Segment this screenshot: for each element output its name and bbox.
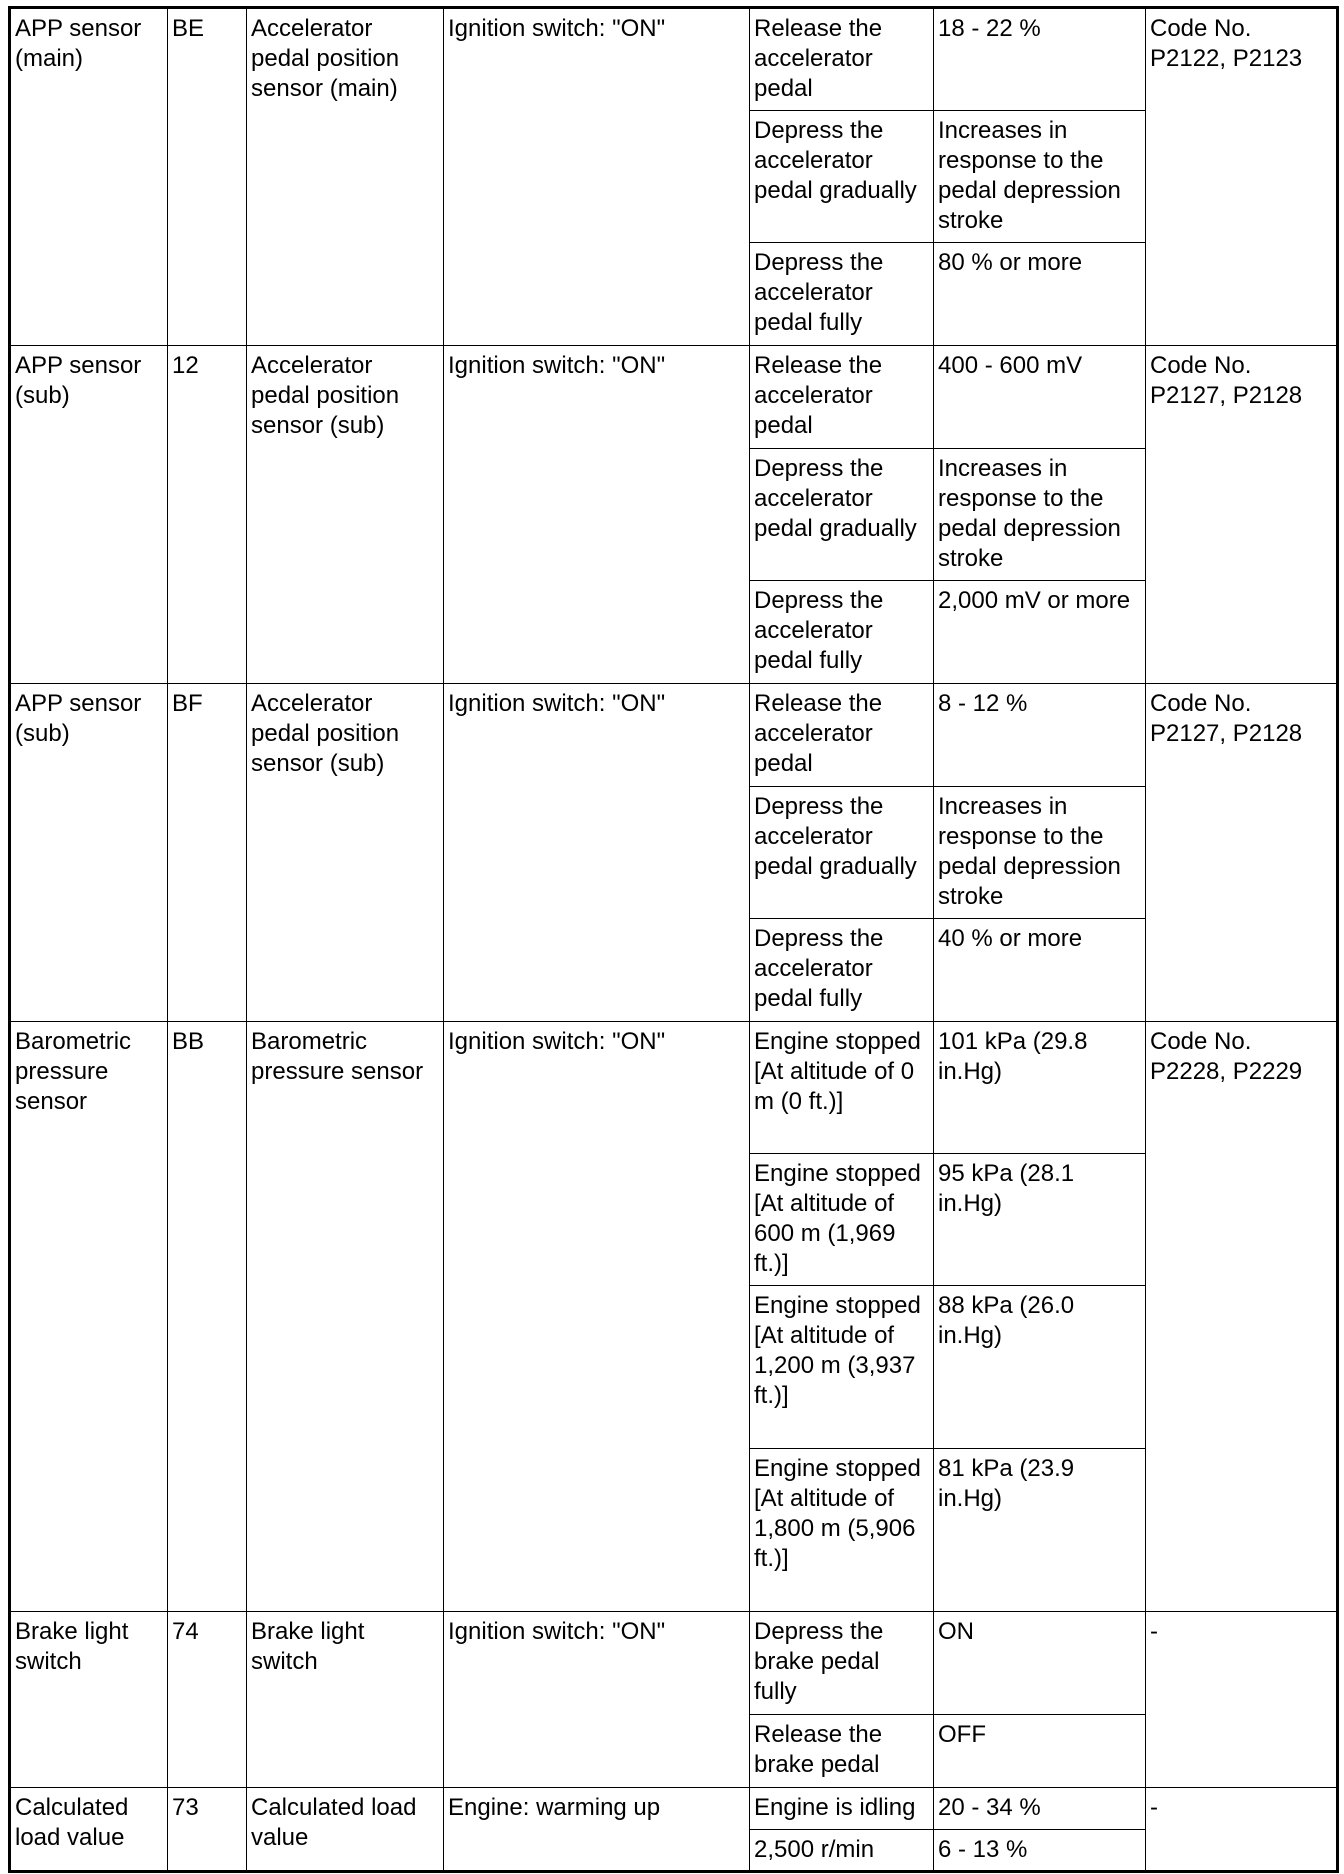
table-row — [10, 1788, 1338, 1830]
terminal-cell: BE — [168, 8, 247, 346]
condition-cell: Ignition switch: "ON" — [444, 684, 750, 1022]
value-cell: 8 - 12 % — [934, 684, 1146, 787]
condition-cell: Ignition switch: "ON" — [444, 8, 750, 346]
value-cell: OFF — [934, 1715, 1146, 1788]
description-cell: Barometric pressure sensor — [247, 1022, 444, 1612]
description-cell: Accelerator pedal position sensor (sub) — [247, 684, 444, 1022]
sub-condition-cell: Depress the brake pedal fully — [750, 1612, 934, 1715]
terminal-cell: BF — [168, 684, 247, 1022]
item-cell: Calculated load value — [10, 1788, 168, 1872]
value-cell: ON — [934, 1612, 1146, 1715]
value-cell: 400 - 600 mV — [934, 346, 1146, 449]
sub-condition-cell: Depress the accelerator pedal fully — [750, 919, 934, 1022]
sub-condition-cell: 2,500 r/min — [750, 1830, 934, 1872]
terminal-cell: BB — [168, 1022, 247, 1612]
value-cell: Increases in response to the pedal depression stroke — [934, 787, 1146, 919]
table-row — [10, 1612, 1338, 1715]
sub-condition-cell: Release the brake pedal — [750, 1715, 934, 1788]
condition-cell: Ignition switch: "ON" — [444, 1612, 750, 1788]
table-row — [10, 684, 1338, 787]
sub-condition-cell: Engine stopped [At altitude of 1,200 m (3,937 ft.)] — [750, 1286, 934, 1449]
description-cell: Accelerator pedal position sensor (main) — [247, 8, 444, 346]
value-cell: 101 kPa (29.8 in.Hg) — [934, 1022, 1146, 1154]
terminal-cell: 73 — [168, 1788, 247, 1872]
terminal-cell: 74 — [168, 1612, 247, 1788]
value-cell: Increases in response to the pedal depression stroke — [934, 111, 1146, 243]
dtc-cell: - — [1146, 1788, 1338, 1872]
dtc-cell: Code No. P2127, P2128 — [1146, 346, 1338, 684]
description-cell: Calculated load value — [247, 1788, 444, 1872]
value-cell: 81 kPa (23.9 in.Hg) — [934, 1449, 1146, 1612]
sub-condition-cell: Depress the accelerator pedal gradually — [750, 787, 934, 919]
item-cell: Brake light switch — [10, 1612, 168, 1788]
sub-condition-cell: Engine is idling — [750, 1788, 934, 1830]
condition-cell: Ignition switch: "ON" — [444, 346, 750, 684]
value-cell: 2,000 mV or more — [934, 581, 1146, 684]
value-cell: 95 kPa (28.1 in.Hg) — [934, 1154, 1146, 1286]
dtc-cell: Code No. P2228, P2229 — [1146, 1022, 1338, 1612]
sub-condition-cell: Depress the accelerator pedal gradually — [750, 111, 934, 243]
table-row — [10, 1022, 1338, 1154]
value-cell: 40 % or more — [934, 919, 1146, 1022]
sub-condition-cell: Release the accelerator pedal — [750, 8, 934, 111]
value-cell: 18 - 22 % — [934, 8, 1146, 111]
sub-condition-cell: Depress the accelerator pedal fully — [750, 243, 934, 346]
sub-condition-cell: Depress the accelerator pedal fully — [750, 581, 934, 684]
dtc-cell: Code No. P2122, P2123 — [1146, 8, 1338, 346]
item-cell: APP sensor (sub) — [10, 346, 168, 684]
service-data-sheet — [8, 6, 1336, 1868]
dtc-cell: Code No. P2127, P2128 — [1146, 684, 1338, 1022]
value-cell: 80 % or more — [934, 243, 1146, 346]
sub-condition-cell: Depress the accelerator pedal gradually — [750, 449, 934, 581]
sub-condition-cell: Engine stopped [At altitude of 0 m (0 ft.)] — [750, 1022, 934, 1154]
sub-condition-cell: Engine stopped [At altitude of 600 m (1,969 ft.)] — [750, 1154, 934, 1286]
value-cell: 6 - 13 % — [934, 1830, 1146, 1872]
sub-condition-cell: Engine stopped [At altitude of 1,800 m (5,906 ft.)] — [750, 1449, 934, 1612]
item-cell: APP sensor (main) — [10, 8, 168, 346]
terminal-cell: 12 — [168, 346, 247, 684]
value-cell: 20 - 34 % — [934, 1788, 1146, 1830]
table-row — [10, 8, 1338, 111]
sub-condition-cell: Release the accelerator pedal — [750, 346, 934, 449]
item-cell: Barometric pressure sensor — [10, 1022, 168, 1612]
condition-cell: Ignition switch: "ON" — [444, 1022, 750, 1612]
value-cell: 88 kPa (26.0 in.Hg) — [934, 1286, 1146, 1449]
sub-condition-cell: Release the accelerator pedal — [750, 684, 934, 787]
item-cell: APP sensor (sub) — [10, 684, 168, 1022]
inspection-table — [8, 6, 1339, 1873]
description-cell: Accelerator pedal position sensor (sub) — [247, 346, 444, 684]
table-row — [10, 346, 1338, 449]
description-cell: Brake light switch — [247, 1612, 444, 1788]
dtc-cell: - — [1146, 1612, 1338, 1788]
value-cell: Increases in response to the pedal depression stroke — [934, 449, 1146, 581]
condition-cell: Engine: warming up — [444, 1788, 750, 1872]
